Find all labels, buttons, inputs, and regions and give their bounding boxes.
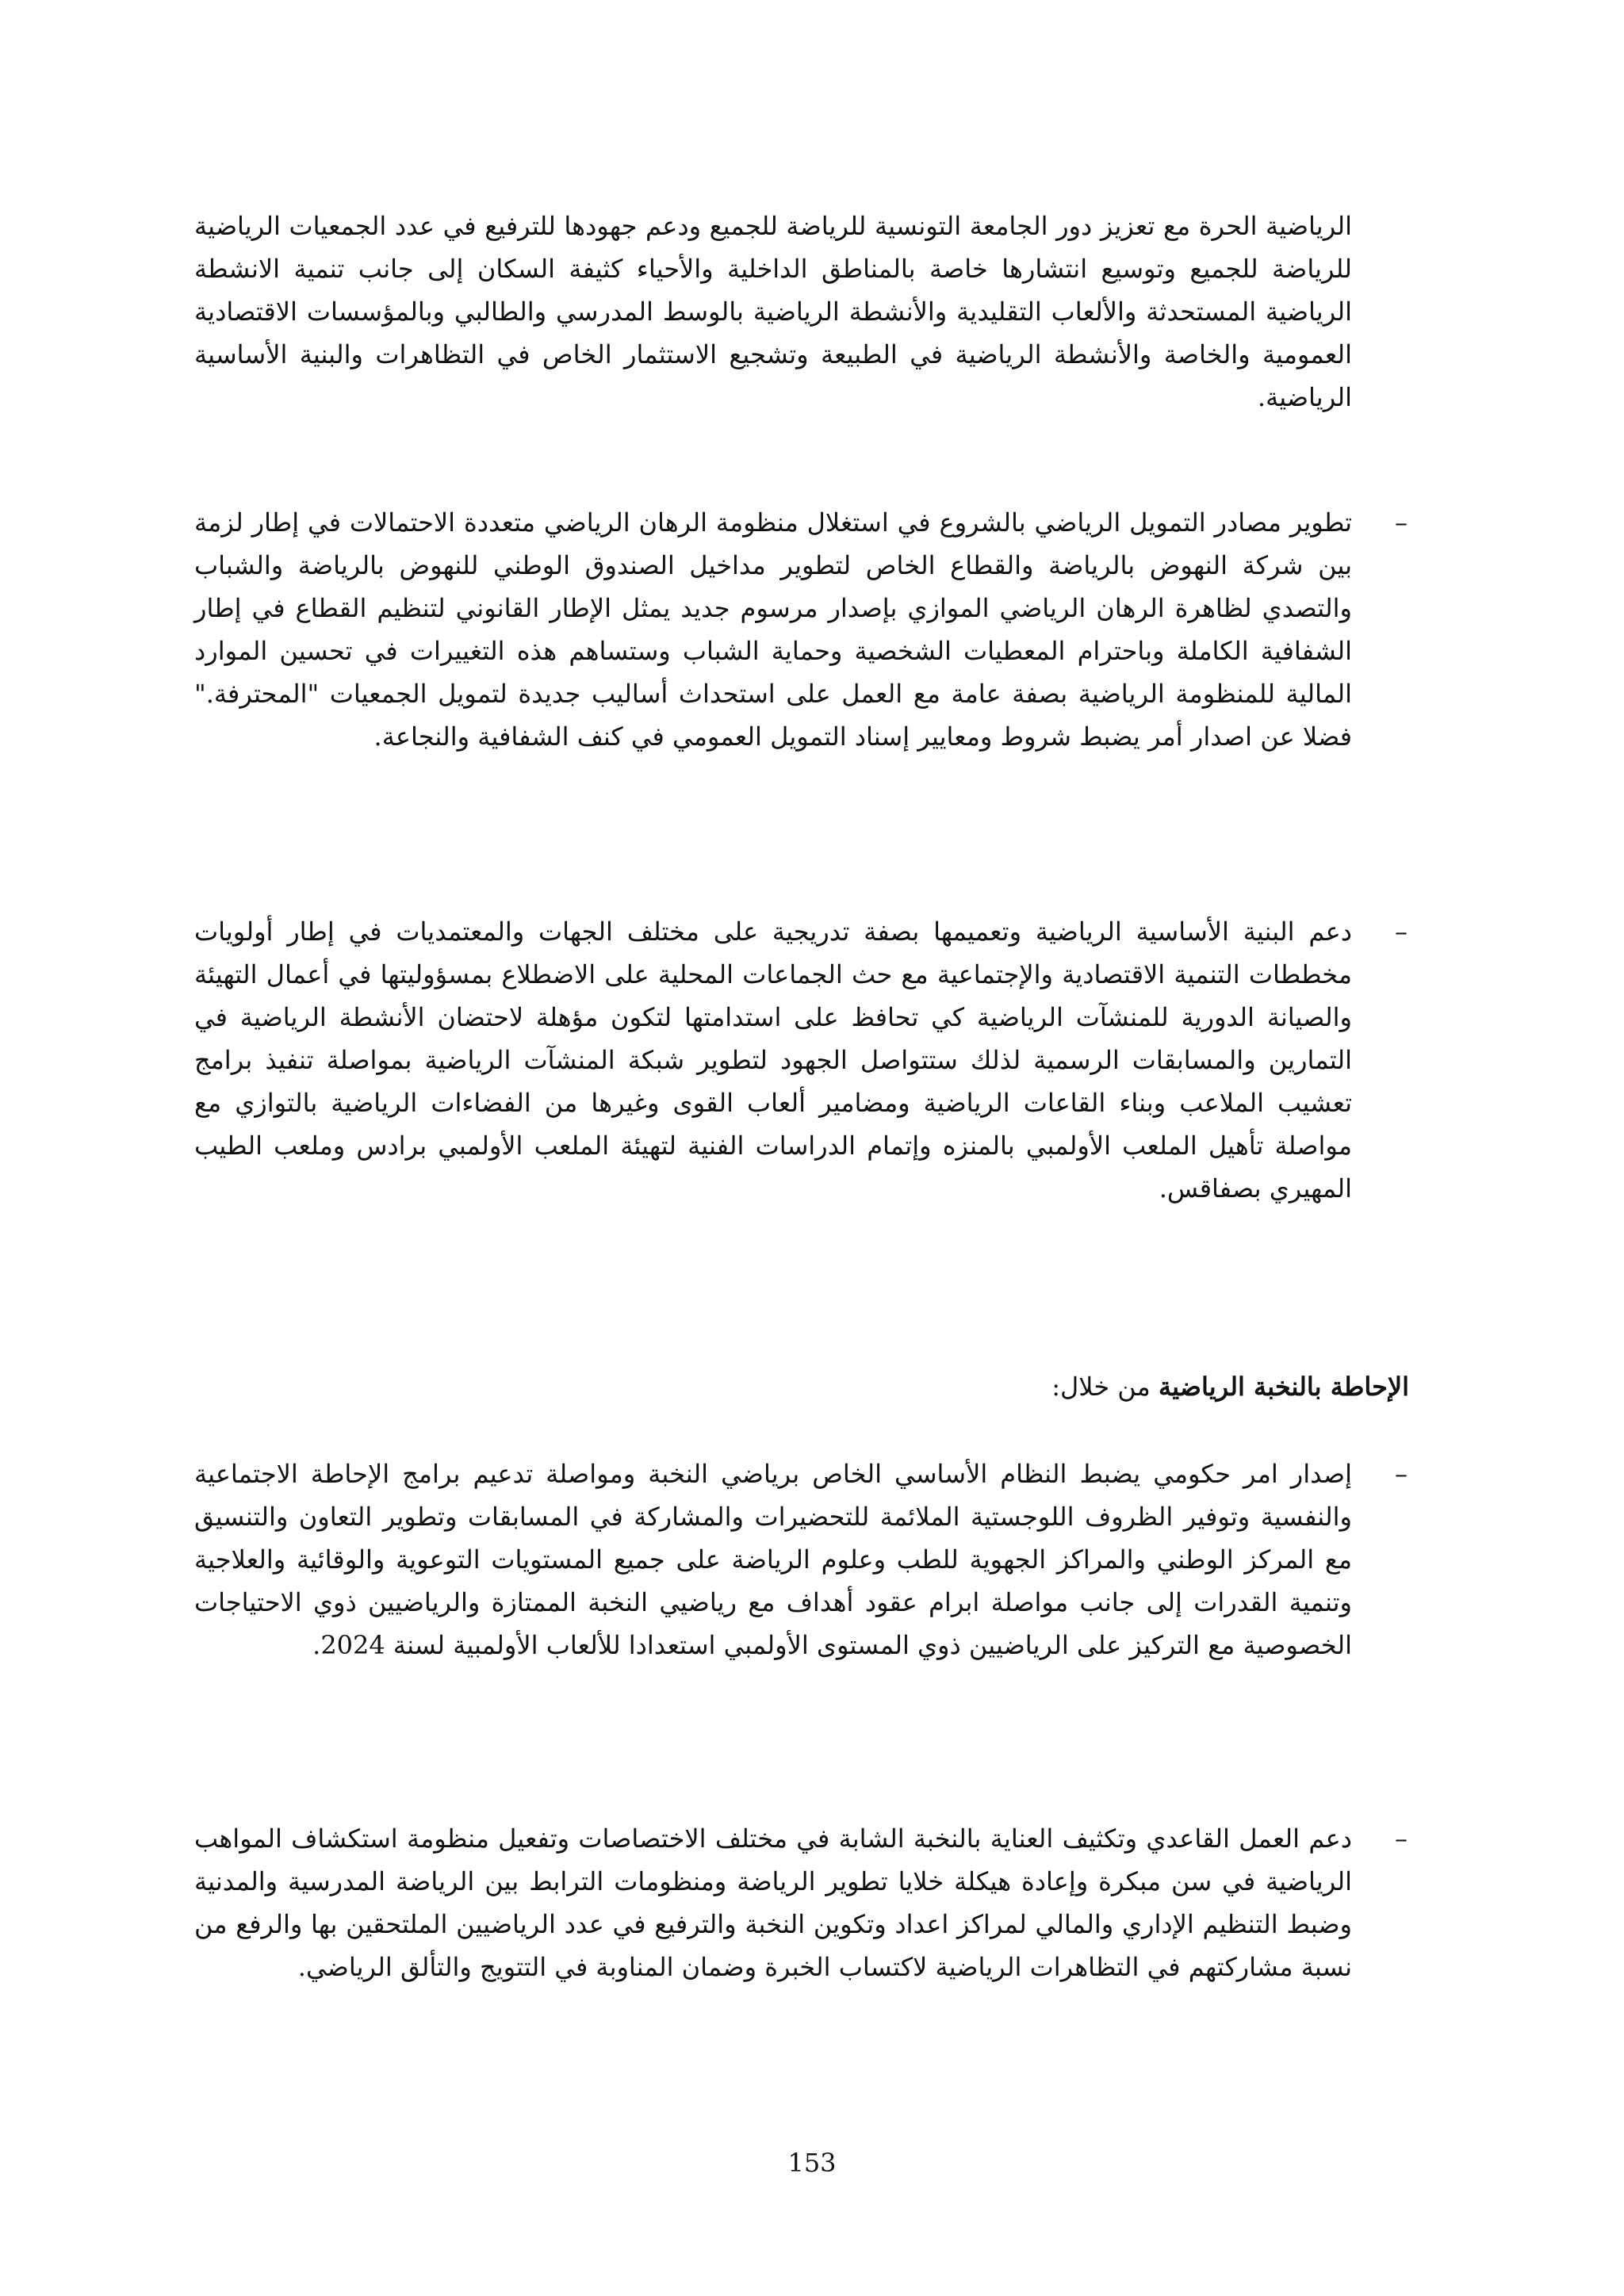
section-heading-bold: الإحاطة بالنخبة الرياضية	[1158, 1372, 1409, 1402]
list-item	[194, 501, 1408, 758]
list-item-text: دعم العمل القاعدي وتكثيف العناية بالنخبة الشابة في مختلف الاختصاصات وتفعيل منظومة استكشاف المواهب الرياضية في سن مبكرة وإعادة هيكلة خلايا تطوير الرياضة ومنظومات الترابط بين الرياضة المدرسية والمدنية وضبط التنظيم الإداري والمالي لمراكز اعداد وتكوين النخبة والترفيع في عدد الرياضيين الملتحقين بها والرفع من نسبة مشاركتهم في التظاهرات الرياضية لاكتساب الخبرة وضمان المناوبة في التتويج والتألق الرياضي.	[194, 1823, 1353, 1982]
bullet-dash: –	[1395, 916, 1408, 947]
page-number: 153	[787, 2148, 837, 2178]
list-item-text: دعم البنية الأساسية الرياضية وتعميمها بصفة تدريجية على مختلف الجهات والمعتمديات في إطار أولويات مخططات التنمية الاقتصادية والإجتماعية مع حث الجماعات المحلية على الاضطلاع بمسؤوليتها في أعمال التهيئة والصيانة الدورية للمنشآت الرياضية كي تحافظ على استدامتها لتكون مؤهلة لاحتضان الأنشطة الرياضية في التمارين والمسابقات الرسمية لذلك ستتواصل الجهود لتطوير شبكة المنشآت الرياضية بمواصلة تنفيذ برامج تعشيب الملاعب وبناء القاعات الرياضية ومضامير ألعاب القوى وغيرها من الفضاءات الرياضية بالتوازي مع مواصلة تأهيل الملعب الأولمبي بالمنزه وإتمام الدراسات الفنية لتهيئة الملعب الأولمبي برادس وملعب الطيب المهيري بصفاقس.	[194, 916, 1353, 1203]
intro-paragraph: الرياضية الحرة مع تعزيز دور الجامعة التونسية للرياضة للجميع ودعم جهودها للترفيع في عدد الجمعيات الرياضية للرياضة للجميع وتوسيع انتشارها خاصة بالمناطق الداخلية والأحياء كثيفة السكان إلى جانب تنمية الانشطة الرياضية المستحدثة والألعاب التقليدية والأنشطة الرياضية بالوسط المدرسي والطالبي وبالمؤسسات الاقتصادية العمومية والخاصة والأنشطة الرياضية في الطبيعة وتشجيع الاستثمار الخاص في التظاهرات والبنية الأساسية الرياضية.	[194, 211, 1352, 412]
list-item-text: تطوير مصادر التمويل الرياضي بالشروع في استغلال منظومة الرهان الرياضي متعددة الاحتمالات في إطار لزمة بين شركة النهوض بالرياضة والقطاع الخاص لتطوير مداخيل الصندوق الوطني للنهوض بالرياضة والشباب والتصدي لظاهرة الرهان الرياضي الموازي بإصدار مرسوم جديد يمثل الإطار القانوني لتنظيم القطاع في إطار الشفافية الكاملة وباحترام المعطيات الشخصية وحماية الشباب وستساهم هذه التغييرات في تحسين الموارد المالية للمنظومة الرياضية بصفة عامة مع العمل على استحداث أساليب جديدة لتمويل الجمعيات "المحترفة." فضلا عن اصدار أمر يضبط شروط ومعايير إسناد التمويل العمومي في كنف الشفافية والنجاعة.	[194, 507, 1352, 752]
section-heading-regular: من خلال:	[1051, 1372, 1159, 1402]
bullet-dash: –	[1395, 1823, 1408, 1854]
bullet-dash: –	[1395, 507, 1408, 538]
list-item	[194, 910, 1408, 1210]
section-heading	[194, 1365, 1409, 1408]
list-item-text: إصدار امر حكومي يضبط النظام الأساسي الخاص برياضي النخبة ومواصلة تدعيم برامج الإحاطة الاجتماعية والنفسية وتوفير الظروف اللوجستية الملائمة للتحضيرات والمشاركة في المسابقات وتطوير التعاون والتنسيق مع المركز الوطني والمراكز الجهوية للطب وعلوم الرياضة على جميع المستويات التوعوية والوقائية والعلاجية وتنمية القدرات إلى جانب مواصلة ابرام عقود أهداف مع رياضيي النخبة الممتازة والرياضيين ذوي الاحتياجات الخصوصية مع التركيز على الرياضيين ذوي المستوى الأولمبي استعدادا للألعاب الأولمبية لسنة 2024.	[194, 1459, 1352, 1660]
bullet-dash: –	[1395, 1459, 1408, 1489]
list-item	[194, 1452, 1408, 1667]
list-item	[194, 1817, 1408, 1988]
